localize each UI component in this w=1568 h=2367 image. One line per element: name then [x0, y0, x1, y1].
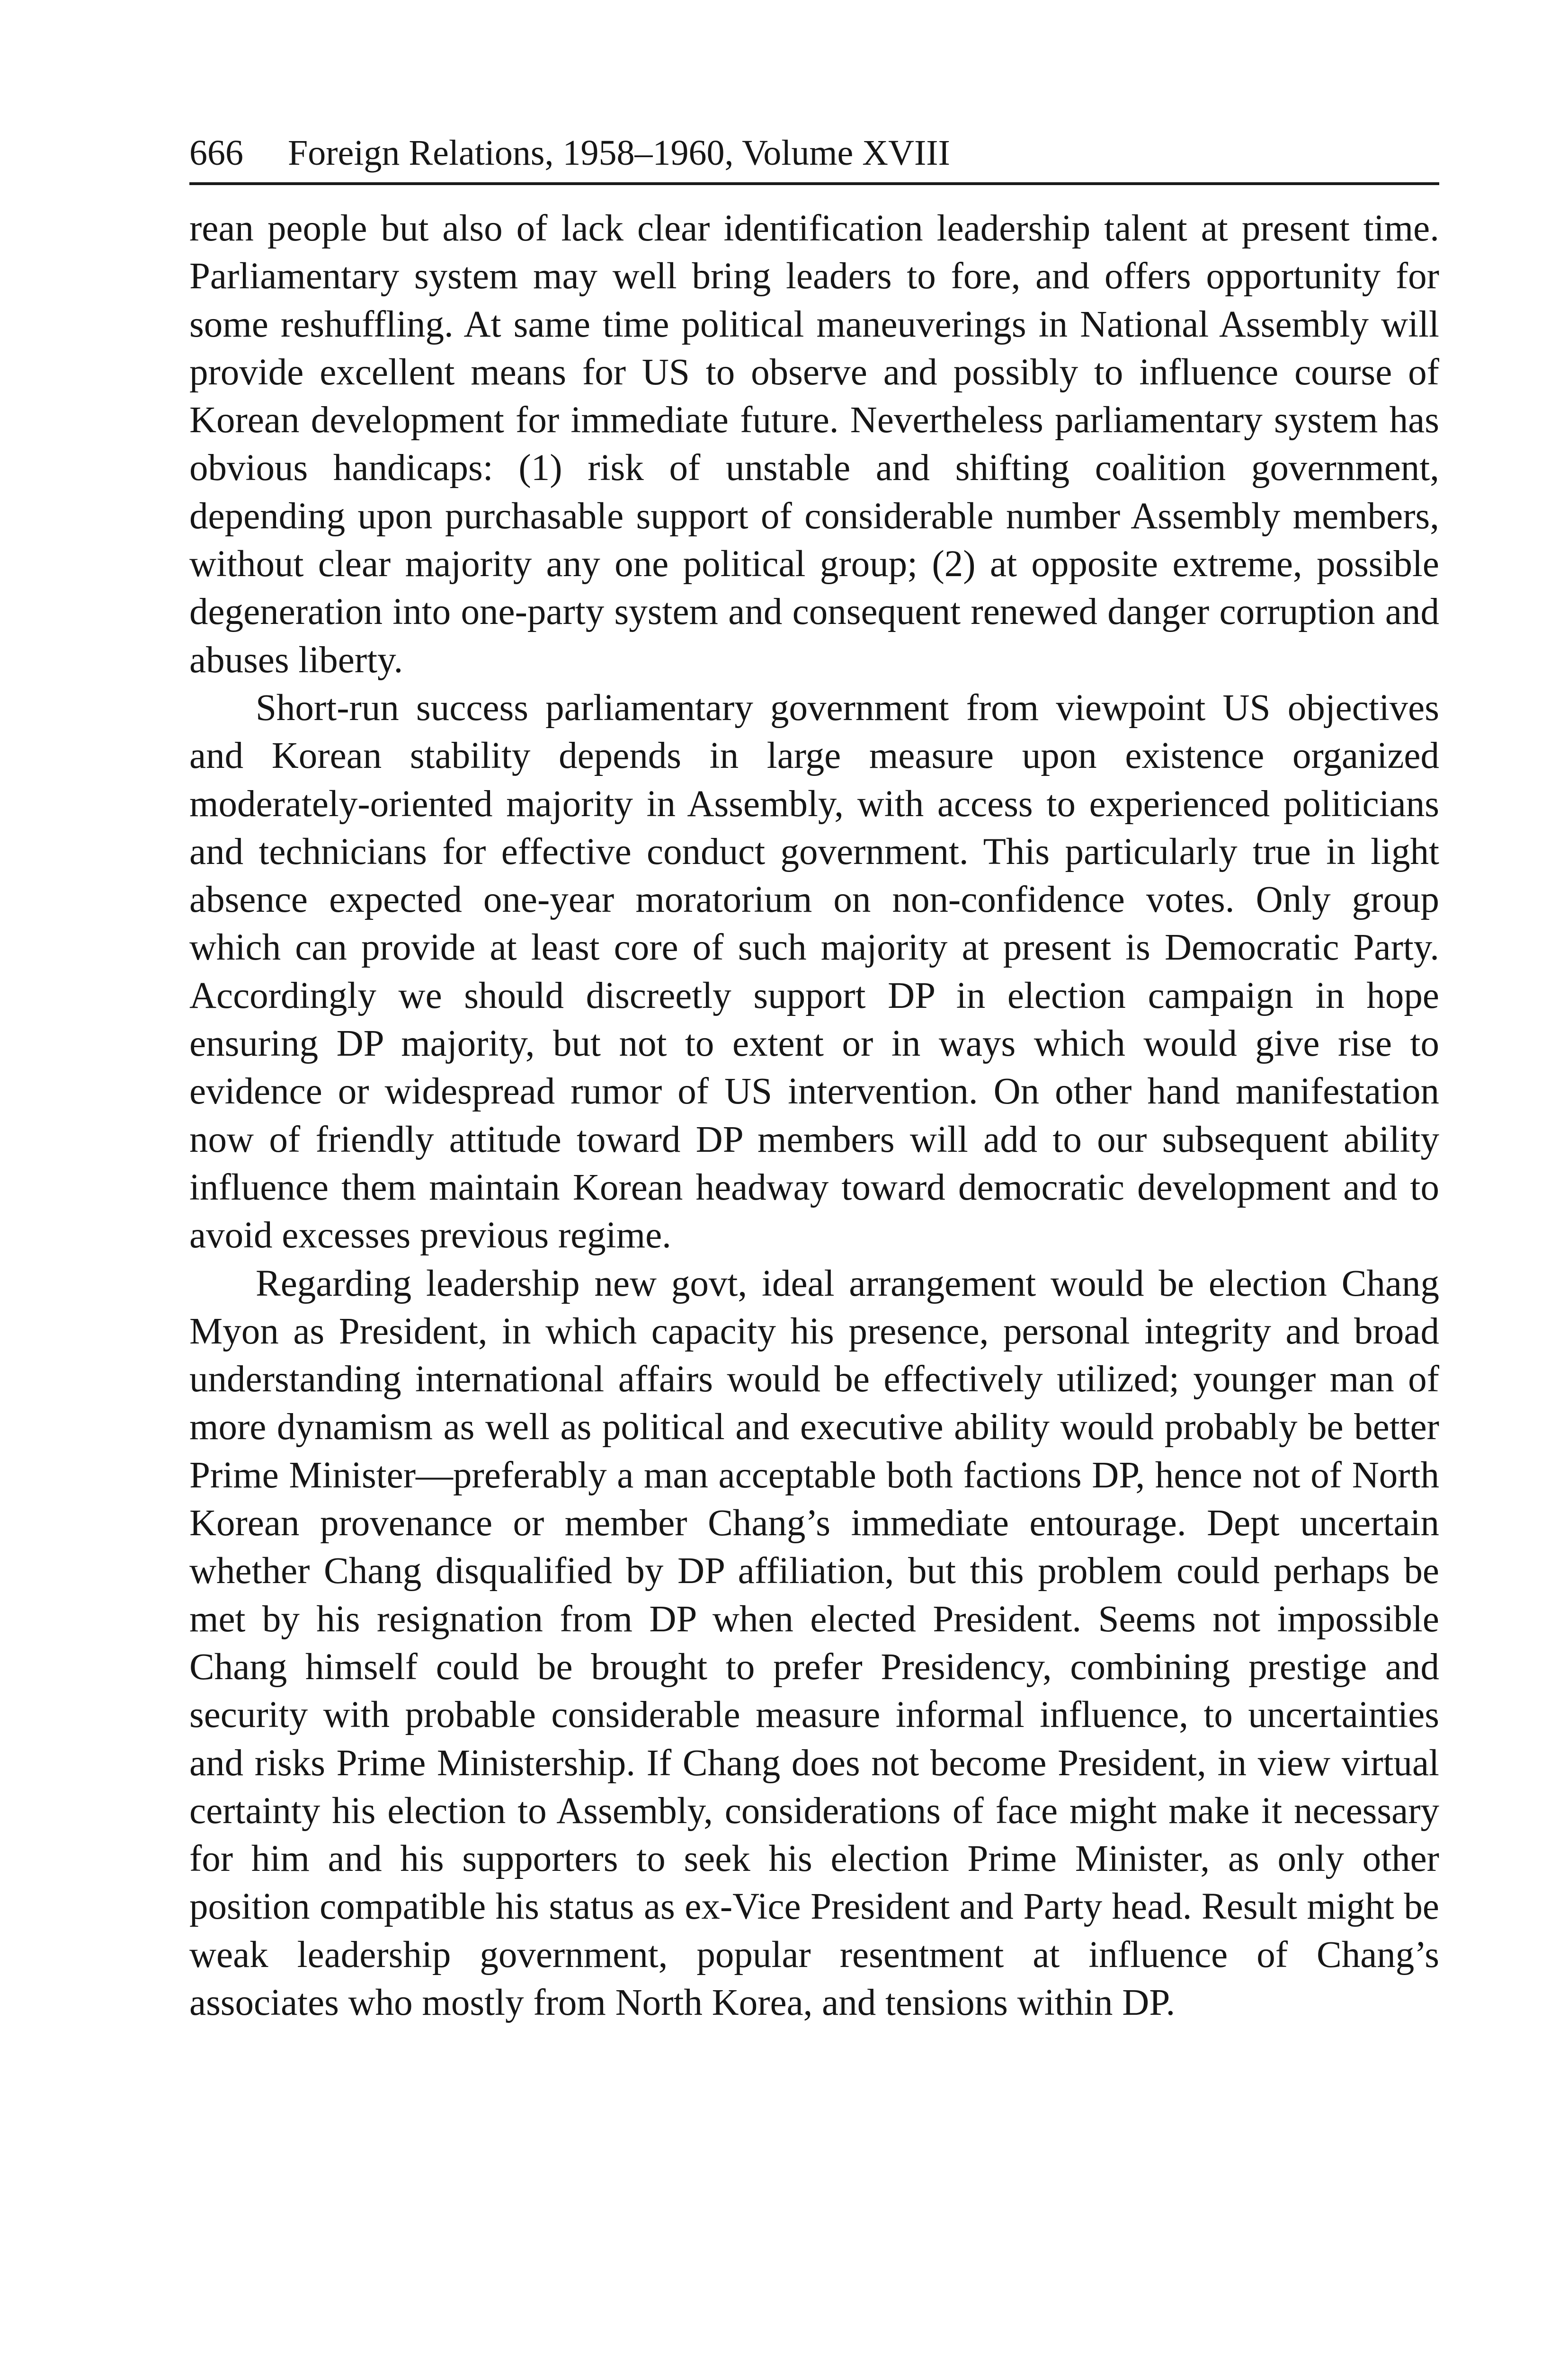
paragraph-2: Short-run success parliamentary government from viewpoint US objectives and Korean stability depends in large measure upon existence organized moderately-oriented majority in Assembly, with access to experienced politicians and technicians for effective conduct government. This particularly true in light absence expected one-year moratorium on non-confidence votes. Only group which can provide at least core of such majority at present is Democratic Party. Accordingly we should discreetly support DP in election campaign in hope ensuring DP majority, but not to extent or in ways which would give rise to evidence or widespread rumor of US intervention. On other hand manifestation now of friendly attitude toward DP members will add to our subsequent ability influence them maintain Korean headway toward democratic development and to avoid excesses previous regime. [189, 687, 1439, 1256]
body-text [189, 205, 1439, 2027]
paragraph-1: rean people but also of lack clear identification leadership talent at present time. Parliamentary system may well bring leaders to fore, and offers opportunity for some reshuffling. At same time political maneuverings in National Assembly will provide excellent means for US to observe and possibly to influence course of Korean development for immediate future. Nevertheless parliamentary system has obvious handicaps: (1) risk of unstable and shifting coalition government, depending upon purchasable support of considerable number Assembly members, without clear majority any one political group; (2) at opposite extreme, possible degeneration into one-party system and consequent renewed danger corruption and abuses liberty. [189, 208, 1439, 681]
page-number: 666 [189, 133, 243, 173]
running-head [189, 121, 1439, 185]
running-title: Foreign Relations, 1958–1960, Volume XVIII [288, 133, 950, 173]
paragraph-3: Regarding leadership new govt, ideal arrangement would be election Chang Myon as President, in which capacity his presence, personal integrity and broad understanding international affairs would be effectively utilized; younger man of more dynamism as well as political and executive ability would probably be better Prime Minister—preferably a man acceptable both factions DP, hence not of North Korean provenance or member Chang’s immediate entourage. Dept uncertain whether Chang disqualified by DP affiliation, but this problem could perhaps be met by his resignation from DP when elected President. Seems not impossible Chang himself could be brought to prefer Presidency, combining prestige and security with probable considerable measure informal influence, to uncertainties and risks Prime Ministership. If Chang does not become President, in view virtual certainty his election to Assembly, considerations of face might make it necessary for him and his supporters to seek his election Prime Minister, as only other position compatible his status as ex-Vice President and Party head. Result might be weak leadership government, popular resentment at influence of Chang’s associates who mostly from North Korea, and tensions within DP. [189, 1263, 1439, 2023]
